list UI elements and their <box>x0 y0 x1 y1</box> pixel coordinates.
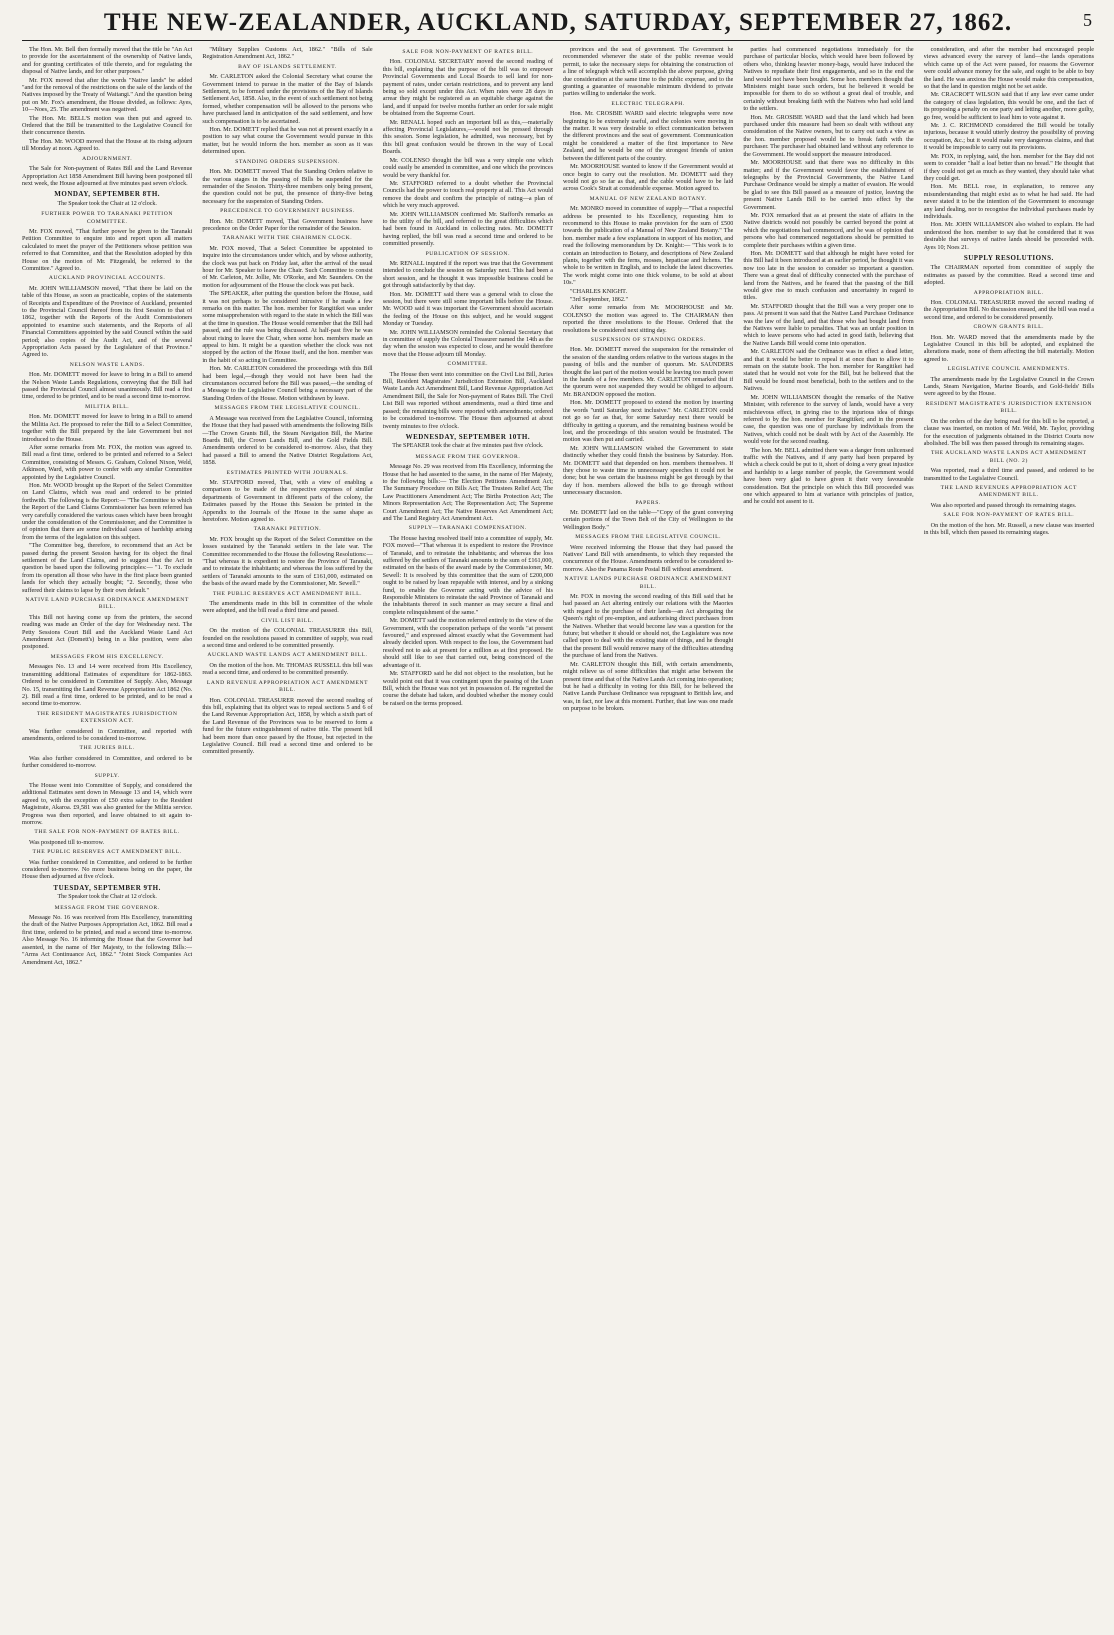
masthead <box>22 6 1094 41</box>
section-heading: LEGISLATIVE COUNCIL AMENDMENTS. <box>947 366 1070 373</box>
day-heading: WEDNESDAY, SEPTEMBER 10TH. <box>405 432 531 441</box>
section-heading: SUPPLY. <box>94 772 120 779</box>
section-heading: MESSAGE FROM THE GOVERNOR. <box>54 904 160 911</box>
page-title: THE NEW-ZEALANDER, AUCKLAND, SATURDAY, SEPTEMBER 27, 1862. <box>103 9 1013 36</box>
section-heading: ESTIMATES PRINTED WITH JOURNALS. <box>226 469 349 476</box>
section-heading: SUSPENSION OF STANDING ORDERS. <box>590 337 706 344</box>
section-heading: ELECTRIC TELEGRAPH. <box>611 100 685 107</box>
column-3: SALE FOR NON-PAYMENT OF RATES BILL. Hon. COLONIAL SECRETARY moved the second reading of this bill, explaining that the purpose of the bill was to empower Provincial Governments and Local Boards to sell land for non-payment of rates, under certain restrictions, and to prevent any land being so sold except under this Act. When rates were 28 days in arrear they might be registered as an equitable charge against the land, and if unpaid for twelve months further an order for sale might be obtained from the Supreme Court. Mr. RENALL hoped such an important bill as this,—materially affecting Provincial Legislatures,—would not be pressed through this session. Some legislation, he admitted, was necessary, but by this bill great confusion would be thrown in the way of Local Boards. Mr. COLENSO thought the bill was a very simple one which could easily be amended in committee, and one which the provinces would be very thankful for. Mr. STAFFORD referred to a doubt whether the Provincial Councils had the power to touch real property at all. This Act would remove the doubt and confirm the principle of rating—a plan of which he very much approved. Mr. JOHN WILLIAMSON confirmed Mr. Stafford's remarks as to the utility of the bill, and referred to the great difficulties which had been found in Auckland in collecting rates. Mr. DOMETT having replied, the bill was read a second time and ordered to be committed presently. PUBLICATION OF SESSION. Mr. RENALL inquired if the report was true that the Government intended to conclude the session on Saturday next. This had been a short session, and he thought it was impossible business could be got through satisfactorily by that day. Hon. Mr. DOMETT said there was a general wish to close the session, but there were still some important bills before the House. Mr. WOOD said it was important the Government should ascertain the feeling of the House on this subject, and he would suggest Monday or Tuesday. Mr. JOHN WILLIAMSON reminded the Colonial Secretary that in committee of supply the Colonial Treasurer named the 14th as the day when the session was expected to close, and he would therefore move that the House adjourn till Monday. COMMITTEE. The House then went into committee on the Civil List Bill, Juries Bill, Resident Magistrates' Jurisdiction Extension Bill, Auckland Waste Lands Act Amendment Bill, Land Revenue Appropriation Act Amendment Bill, the Sale for Non-payment of Rates Bill. The Civil List Bill was reported without amendments, read a third time and passed; the remaining bills were reported with amendments; ordered to be considered to-morrow. The House then adjourned at about twenty minutes to five o'clock. WEDNESDAY, SEPTEMBER 10TH. The SPEAKER took the chair at five minutes past five o'clock. MESSAGE FROM THE GOVERNOR. Message No. 29 was received from His Excellency, informing the House that he had assented to the same, in the name of Her Majesty, to the following bills:— The Election Petitions Amendment Act; The Summary Procedure on Bills Act; The Trustees Relief Act; The Law Practitioners Amendment Act; The Births Protection Act; The Minors Representation Act; The Representation Act; The Supreme Court Amendment Act; The Native Reserves Act Amendment Act; and The Land Registry Act Amendment Act. SUPPLY—TARANAKI COMPENSATION. The House having resolved itself into a committee of supply, Mr. FOX moved—"That whereas it is expedient to restore the Province of Taranaki, and to reinstate the inhabitants; and whereas the loss suffered by the settlers of Taranaki amounts to the sum of £161,000, estimated on the basis of the award made by the Commissioner, Mr. Sewell: It is resolved by this committee that the sum of £200,000 ought to be raised by loan repayable with interest, and by a sinking fund, to enable the Governor acting with the advice of his Responsible Ministers to reinstate the said Province of Taranaki and the inhabitants thereof in such manner as may secure a final and complete relinquishment of the same." Mr. DOMETT said the motion referred entirely to the view of the Government, with the cooperation perhaps of the words "at present favoured," and expressed almost exactly what the Government had already decided upon. With respect to the loss, the Government had resolved not to ask at present for a million as at first proposed. He should still like to see that carried out, being convinced of the advantage of it. Mr. STAFFORD said he did not object to the resolution, but he would point out that it was contingent upon the passing of the Loan Bill, which the House was not yet in possession of. He regretted the course the debate had taken, and doubted whether the money could be raised on the terms proposed. <box>383 46 553 1626</box>
section-heading: THE SALE FOR NON-PAYMENT OF RATES BILL. <box>34 829 180 836</box>
day-heading: MONDAY, SEPTEMBER 8TH. <box>54 190 161 199</box>
section-heading: SALE FOR NON-PAYMENT OF RATES BILL. <box>943 512 1075 519</box>
section-heading: MESSAGES FROM HIS EXCELLENCY. <box>50 653 164 660</box>
section-heading: MESSAGES FROM THE LEGISLATIVE COUNCIL. <box>214 405 361 412</box>
section-heading: NELSON WASTE LANDS. <box>69 361 145 368</box>
section-heading: PUBLICATION OF SESSION. <box>425 250 511 257</box>
section-heading: AUCKLAND PROVINCIAL ACCOUNTS. <box>48 275 166 282</box>
section-heading: BAY OF ISLANDS SETTLEMENT. <box>238 63 337 70</box>
section-heading: THE JURIES BILL. <box>79 745 135 752</box>
section-heading: RESIDENT MAGISTRATE'S JURISDICTION EXTENSION BILL. <box>925 400 1092 415</box>
signature: "CHARLES KNIGHT. <box>569 287 628 295</box>
section-heading: TARANAKI WITH THE CHAIRMEN CLOCK. <box>222 235 353 242</box>
signature-date: "3rd September, 1862." <box>569 296 629 303</box>
section-heading: CIVIL LIST BILL. <box>261 617 314 624</box>
section-heading: SUPPLY RESOLUTIONS. <box>963 253 1054 262</box>
column-6: consideration, and after the member had encouraged people views advanced every the survey of land—the lands operations which came up of the Act were passed, for reasons the Governor were could advance money for the sale, and ought to be able to buy the land. He was anxious the House would make this compensation, so that the land in question might not be set aside. Mr. CRACROFT WILSON said that if any law ever came under the category of class legislation, this would be one, and the fact of its proposing a penalty on one party and letting another, more guilty, go free, would be sufficient to lead him to vote against it. Mr. J. C. RICHMOND considered the Bill would be totally injurious, because it would utterly destroy the possibility of proving occupation, &c.; but it would make very dangerous claims, and that it would be impossible to carry out its provisions. Mr. FOX, in replying, said, the hon. member for the Bay did not seem to consider "half a loaf better than no bread." He thought that if they could not get as much as they wanted, they should take what they could get. Hon. Mr. BELL rose, in explanation, to remove any misunderstanding that might exist as to what he had said. He had never stated it to be the intention of the Government to encourage any land dealing, nor to recognise the individual purchases made by individuals. Hon. Mr. JOHN WILLIAMSON also wished to explain. He had understood the hon. member to say that he considered that it was desirable that surveys of native lands should be proceeded with. Ayes 10; Noes 21. SUPPLY RESOLUTIONS. The CHAIRMAN reported from committee of supply the estimates as passed by the committee. Read a second time and adopted. APPROPRIATION BILL. Hon. COLONIAL TREASURER moved the second reading of the Appropriation Bill. No discussion ensued, and the bill was read a second time, and ordered to be considered presently. CROWN GRANTS BILL. Hon. Mr. WARD moved that the amendments made by the Legislative Council in this bill be adopted, and explained the alterations made, none of them affecting the bill materially. Motion agreed to. LEGISLATIVE COUNCIL AMENDMENTS. The amendments made by the Legislative Council in the Crown Lands, Steam Navigation, Marine Boards, and Gold-fields' Bills were agreed to by the House. RESIDENT MAGISTRATE'S JURISDICTION EXTENSION BILL. On the orders of the day being read for this bill to be reported, a clause was inserted, on motion of Mr. Weld, Mr. Taylor, providing for the execution of judgments obtained in the District Courts now abolished. The bill was then passed through its remaining stages. THE AUCKLAND WASTE LANDS ACT AMENDMENT BILL (NO. 2) Was reported, read a third time and passed, and ordered to be transmitted to the Legislative Council. THE LAND REVENUES APPROPRIATION ACT AMENDMENT BILL. Was also reported and passed through its remaining stages. SALE FOR NON-PAYMENT OF RATES BILL. On the motion of the hon. Mr. Russell, a new clause was inserted in this bill, which then passed its remaining stages. <box>924 46 1094 1626</box>
column-2: "Military Supplies Customs Act, 1862." "Bills of Sale Registration Amendment Act, 1862." BAY OF ISLANDS SETTLEMENT. Mr. CARLETON asked the Colonial Secretary what course the Government intend to pursue in the matter of the Bay of Islands Settlement, to be formed under the provisions of the Bay of Islands Settlement Act, 1858. Also, in the event of such settlement not being formed, whether compensation will be allowed to the persons who have purchased land in anticipation of the said settlement, and how such compensation is to be ascertained. Hon. Mr. DOMETT replied that he was not at present exactly in a position to say what course the Government would pursue in this matter, but he would inform the hon. member as soon as it was determined upon. STANDING ORDERS SUSPENSION. Hon. Mr. DOMETT moved That the Standing Orders relative to the various stages in the passing of Bills be suspended for the remainder of the Session. Thirty-three members only being present, the question could not be put, the presence of thirty-five being necessary for the suspension of Standing Orders. PRECEDENCE TO GOVERNMENT BUSINESS. Hon. Mr. DOMETT moved, That Government business have precedence on the Order Paper for the remainder of the Session. TARANAKI WITH THE CHAIRMEN CLOCK. Mr. FOX moved, That a Select Committee be appointed to inquire into the circumstances under which, and by whose authority, the clock was put back on Friday last, after the arrival of the usual hour for Mr. Speaker to leave the Chair. Such Committee to consist of Mr. Carleton, Mr. Jollie, Mr. O'Rorke, and Mr. Saunders. On the motion for adjournment of the House the clock was put back. The SPEAKER, after putting the question before the House, said it was not perhaps to be considered intrusive if he made a few remarks on this matter. The hon. member for Rangitikei was under some misapprehension with regard to the state in which the Bill was at the time in question. The House would remember that the Bill had passed, and the rule was being discussed. At half-past five he was about rising to leave the Chair, when some hon. members made an appeal to him. It might be a question whether the clock was not stopped by the action of the House itself, and the hon. member was in the habit of so acting in Committee. Hon. Mr. CARLETON considered the proceedings with this Bill had been legal,—though they would not have been had the circumstances occurred before the Bill was passed,—the sending of a Message to the Legislative Council being a necessary part of the Standing Orders of the House. Motion withdrawn by leave. MESSAGES FROM THE LEGISLATIVE COUNCIL. A Message was received from the Legislative Council, informing the House that they had passed with amendments the following Bills—The Crown Grants Bill, the Steam Navigation Bill, the Marine Boards Bill, the Crown Lands Bill, and the Gold Fields Bill. Amendments ordered to be considered to-morrow. Also, that they had passed a Bill to amend the Native District Regulations Act, 1858. ESTIMATES PRINTED WITH JOURNALS. Mr. STAFFORD moved, That, with a view of enabling a comparison to be made of the respective expenses of similar departments of Government in different parts of the colony, the Estimates passed by the House this Session be printed in the Appendix to the Journals of the House in the same shape as heretofore. Motion agreed to. TARANAKI PETITION. Mr. FOX brought up the Report of the Select Committee on the losses sustained by the Taranaki settlers in the late war. The Committee recommended to the House the following Resolutions:— "That whereas it is expedient to restore the Province of Taranaki, and to reinstate the inhabitants; and whereas the loss suffered by the settlers of Taranaki amounts to the sum of £161,000, estimated on the basis of the award made by the Commissioner, Mr. Sewell." THE PUBLIC RESERVES ACT AMENDMENT BILL. The amendments made in this bill in committee of the whole were adopted, and the bill read a third time and passed. CIVIL LIST BILL. On the motion of the COLONIAL TREASURER this Bill, founded on the resolutions passed in committee of supply, was read a second time and ordered to be committed presently. AUCKLAND WASTE LANDS ACT AMENDMENT BILL. On the motion of the hon. Mr. THOMAS RUSSELL this bill was read a second time, and ordered to be committed presently. LAND REVENUE APPROPRIATION ACT AMENDMENT BILL. Hon. COLONIAL TREASURER moved the second reading of this bill, explaining that its object was to repeal sections 5 and 6 of the Land Revenue Appropriation Act, 1858, by which a sixth part of the Land Revenue of the Provinces was to be reserved to form a fund for the future extinguishment of native title. The present bill had been more than once passed by the House, but rejected in the Legislative Council. Bill read a second time and ordered to be committed presently. <box>202 46 372 1626</box>
section-heading: TARANAKI PETITION. <box>253 526 322 533</box>
section-heading: STANDING ORDERS SUSPENSION. <box>235 158 340 165</box>
newspaper-page <box>22 6 1094 1626</box>
section-heading: THE PUBLIC RESERVES ACT AMENDMENT BILL. <box>32 849 182 856</box>
section-heading: MESSAGES FROM THE LEGISLATIVE COUNCIL. <box>575 534 722 541</box>
section-heading: THE AUCKLAND WASTE LANDS ACT AMENDMENT BILL (NO. 2) <box>930 450 1087 464</box>
column-1: The Hon. Mr. Bell then formally moved that the title be "An Act to provide for the ascertainment of the ownership of Native lands, and for granting certificates of title thereto, and for regulating the disposal of Native lands, and for other purposes." Mr. FOX moved that after the words "Native lands" be added "and for the removal of the restrictions on the sale of the lands of the Natives imposed by the Treaty of Waitangi." And the question being put on Mr. Fox's amendment, the House divided, as follows: Ayes, 10—Noes, 25. The amendment was negatived. The Hon. Mr. BELL'S motion was then put and agreed to. Ordered that the Bill be transmitted to the Legislative Council for their concurrence therein. The Hon. Mr. WOOD moved that the House at its rising adjourn till Monday at noon. Agreed to. ADJOURNMENT. The Sale for Non-payment of Rates Bill and the Land Revenue Appropriation Act 1858 Amendment Bill having been postponed till next week, the House adjourned at five minutes past seven o'clock. MONDAY, SEPTEMBER 8TH. The Speaker took the Chair at 12 o'clock. FURTHER POWER TO TARANAKI PETITION COMMITTEE. Mr. FOX moved, "That further power be given to the Taranaki Petition Committee to enquire into and report upon all matters calculated to meet the prayer of the Petitioners whose petition was referred to that Committee, and that the Resolution adopted by this House on the motion of Mr. Fitzgerald, be referred to the Committee." Agreed to. AUCKLAND PROVINCIAL ACCOUNTS. Mr. JOHN WILLIAMSON moved, "That there be laid on the table of this House, as soon as practicable, copies of the statements of Receipts and Expenditure of the Province of Auckland, presented to the Provincial Council thereof from its first Session to that of 1862, together with the Reports of the Audit Commissioners appointed to examine such statements, and the Reports of all Financial Committees appointed by the said Council within the said period; also copies of the Audit Act, and of the several Appropriation Acts passed by the Legislature of that Province." Agreed to. NELSON WASTE LANDS. Hon. Mr. DOMETT moved for leave to bring in a Bill to amend the Nelson Waste Lands Regulations, conveying that the Bill had passed the Provincial Council almost unanimously. Bill read a first time, ordered to be printed, and to be read a second time to-morrow. MILITIA BILL. Hon. Mr. DOMETT moved for leave to bring in a Bill to amend the Militia Act. He proposed to refer the Bill to a Select Committee, together with the Bill prepared by the late Government but not introduced to the House. After some remarks from Mr. FOX, the motion was agreed to. Bill read a first time, ordered to be printed and referred to a Select Committee, consisting of Messrs. G. Graham, Colonel Nixon, Weld, Atkinson, Ward, with power to confer with any similar Committee appointed by the Legislative Council. Hon. Mr. WOOD brought up the Report of the Select Committee on Land Claims, which was read and ordered to be printed forthwith. The following is the Report:— "The Committee to which the Report of the Land Claims Commissioner has been referred has very carefully considered the various cases which have been brought under the consideration of the Commissioner, and the Committee is of opinion that there are some individual cases of hardship arising from the terms of the legislation on this subject. "The Committee beg, therefore, to recommend that an Act be passed during the present Session having for its object the final settlement of the Land Claims, and to suggest that the Act in question be based upon the following principles:— "1. To exclude from its operation all those who have in the first place been granted lands for which they actually bought; "2. Secondly, those who suffered their claims to lapse by their own default." NATIVE LAND PURCHASE ORDINANCE AMENDMENT BILL. This Bill not having come up from the printers, the second reading was made an Order of the day for Wednesday next. The Petty Sessions Court Bill and the Auckland Waste Land Act Amendment Act (Domett's) being in a like position, were also postponed. MESSAGES FROM HIS EXCELLENCY. Messages No. 13 and 14 were received from His Excellency, transmitting additional Estimates of expenditure for 1862-1863. Ordered to be considered in Committee of Supply. Also, Message No. 15, transmitting the Land Revenue Appropriation Act 1862 (No. 2). Bill read a first time, ordered to be printed, and to be read a second time to-morrow. THE RESIDENT MAGISTRATES JURISDICTION EXTENSION ACT. Was further considered in Committee, and reported with amendments, ordered to be considered to-morrow. THE JURIES BILL. Was also further considered in Committee, and ordered to be further considered to-morrow. SUPPLY. The House went into Committee of Supply, and considered the additional Estimates sent down in Message 13 and 14, which were agreed to, with the exception of £50 extra salary to the Resident Magistrate, Akaroa. £9,581 was also granted for the Militia service. Progress was then reported, and leave obtained to sit again to-morrow. THE SALE FOR NON-PAYMENT OF RATES BILL. Was postponed till to-morrow. THE PUBLIC RESERVES ACT AMENDMENT BILL. Was further considered in Committee, and ordered to be further considered to-morrow. No more business being on the paper, the House then adjourned at five o'clock. TUESDAY, SEPTEMBER 9TH. The Speaker took the Chair at 12 o'clock. MESSAGE FROM THE GOVERNOR. Message No. 16 was received from His Excellency, transmitting the draft of the Native Purposes Appropriation Act, 1862. Bill read a first time, ordered to be printed, and read a second time to-morrow. Also Message No. 16 informing the House that the Governor had assented, in the name of Her Majesty, to the following Bills:— "Arms Act Continuance Act, 1862." "Joint Stock Companies Act Amendment Act, 1862." <box>22 46 193 966</box>
section-heading: THE RESIDENT MAGISTRATES JURISDICTION EXTENSION ACT. <box>36 710 178 725</box>
section-heading: NATIVE LAND PURCHASE ORDINANCE AMENDMENT BILL. <box>25 597 189 611</box>
section-heading: FURTHER POWER TO TARANAKI PETITION COMMITTEE. <box>41 211 174 225</box>
page-number: 5 <box>1083 10 1092 30</box>
section-heading: MANUAL OF NEW ZEALAND BOTANY. <box>589 195 707 202</box>
section-heading: MESSAGE FROM THE GOVERNOR. <box>415 453 521 460</box>
section-heading: COMMITTEE. <box>447 361 489 368</box>
section-heading: THE PUBLIC RESERVES ACT AMENDMENT BILL. <box>212 590 363 597</box>
section-heading: NATIVE LANDS PURCHASE ORDINANCE AMENDMENT BILL. <box>564 576 732 590</box>
section-heading: APPROPRIATION BILL. <box>973 289 1044 296</box>
section-heading: AUCKLAND WASTE LANDS ACT AMENDMENT BILL. <box>207 652 368 659</box>
section-heading: SALE FOR NON-PAYMENT OF RATES BILL. <box>402 49 534 55</box>
day-heading: TUESDAY, SEPTEMBER 9TH. <box>53 883 161 892</box>
section-heading: CROWN GRANTS BILL. <box>973 324 1045 331</box>
section-heading: ADJOURNMENT. <box>82 155 133 162</box>
section-heading: MILITIA BILL. <box>85 403 130 410</box>
section-heading: THE LAND REVENUES APPROPRIATION ACT AMENDMENT BILL. <box>940 484 1077 499</box>
columns <box>22 46 1094 1626</box>
section-heading: SUPPLY—TARANAKI COMPENSATION. <box>408 525 527 532</box>
section-heading: PAPERS. <box>635 499 661 506</box>
section-heading: LAND REVENUE APPROPRIATION ACT AMENDMENT BILL. <box>206 679 369 694</box>
column-5: parties had commenced negotiations immediately for the purchase of particular blocks, which would have been followed by others who, thinking heavier money-bags, would have induced the Natives to repudiate their first engagements, and so in the end the land would not have been bought. Some hon. members thought that Ministers might issue such orders, but he believed it would be impossible for them to do so without a great deal of trouble, and certainly without breaking faith with the Natives who had sold land to the settlers. Hon. Mr. GROSBIE WARD said that the land which had been purchased under this measure had been so dealt with without any consideration of the Native owners, but to carry out such a view as the hon. member proposed would be to break faith with the purchaser. The purchaser had obtained land without any reference to the Government. He would support the measure introduced. Mr. MOORHOUSE said that there was no difficulty in this matter; and if the Government would favor the establishment of telegraphs by the Provincial Governments, the Native Land Purchase Ordinance would be simply a matter of evasion. He would be glad to see this Bill passed as a measure of justice, leaving the present Native Lands Bill to be carried into effect by the Government. Mr. FOX remarked that as at present the state of affairs in the Native districts would not possibly be carried beyond the point at which the negotiations had commenced, and he was of opinion that persons who had commenced negotiations should be permitted to complete their purchases within a given time. Hon. Mr. DOMETT said that although he might have voted for this Bill had it been introduced at an earlier period, he thought it was now too late in the session to consider so important a question. There was a great deal of difficulty connected with the purchase of land from the Natives, and he feared that the passing of the Bill would give rise to much confusion and uncertainty in regard to titles. Mr. STAFFORD thought that the Bill was a very proper one to pass. At present it was said that the Native Land Purchase Ordinance was the law of the land, and that those who had bought land from the Natives were liable to penalties. That was an unfair position in which to leave persons who had acted in good faith, believing that the Native Lands Bill would come into operation. Mr. CARLETON said the Ordinance was in effect a dead letter, and that it would be better to repeal it at once than to allow it to remain on the statute book. The hon. member for Rangitikei had stated that he would not vote for the Bill, but he believed that the Bill would be found most beneficial, both to the settlers and to the Natives. Mr. JOHN WILLIAMSON thought the remarks of the Native Minister, with reference to the survey of lands, would have a very mischievous effect, in giving rise to the injurious idea of things referred to by the hon. member for Rangitikei; and in the present case, the question was one of purchase by individuals from the Natives, which could not be dealt with by Act of the Assembly. He would vote for the second reading. The hon. Mr. BELL admitted there was a danger from unlicensed traffic with the Natives, and if any party had been prepared by which a check could be put to it, short of doing a very great injustice and hardship to a large number of people, the Government would have been very glad to have given it their very favourable consideration. But the principle on which this Bill proceeded was one which appeared to him at variance with principles of justice, and he could not assent to it. <box>743 46 913 1626</box>
section-heading: PRECEDENCE TO GOVERNMENT BUSINESS. <box>220 208 355 215</box>
column-4: provinces and the seat of government. The Government he recommended whenever the state of the public revenue would permit, to take the necessary steps for obtaining the construction of a line of telegraph which will accomplish the above purpose, giving due consideration at the same time to the public expense, and to the granting a guarantee of reasonable minimum dividend to private parties willing to undertake the work. ELECTRIC TELEGRAPH. Hon. Mr. CROSBIE WARD said electric telegraphs were now beginning to be extremely useful, and the colonies were moving in the matter. It was very desirable to effect communication between the different provinces and the seat of government. Communication might be considered a matter of the first importance to New Zealand, and he would be one of the strongest friends of union between the different parts of the country. Mr. MOORHOUSE wanted to know if the Government would at once begin to carry out the resolution. Mr. DOMETT said they would not go so far as that, and the cable would have to be laid across Cook's Strait at considerable expense. Motion agreed to. MANUAL OF NEW ZEALAND BOTANY. Mr. MONRO moved in committee of supply—"That a respectful address be presented to his Excellency, requesting him to recommend to this House to make provision for the sum of £500 towards the publication of a Manual of New Zealand Botany." The hon. member made a few explanations in support of his motion, and read the following memorandum by Dr. Knight:— "This work is to contain an introduction to Botany, and descriptions of New Zealand plants, together with the ferns, mosses, hepaticae and lichens. The whole to be written in English, and to include the latest discoveries. The work might come into one thick volume, to be sold at about 10s." "CHARLES KNIGHT. "3rd September, 1862." After some remarks from Mr. MOORHOUSE and Mr. COLENSO the motion was agreed to. The CHAIRMAN then reported the three resolutions to the House. Ordered that the resolutions be considered next sitting day. SUSPENSION OF STANDING ORDERS. Hon. Mr. DOMETT moved the suspension for the remainder of the session of the standing orders relative to the various stages in the passing of bills and the number of quorum. Mr. SAUNDERS thought the last part of the motion would be leaving too much power in the hands of a few members. Mr. CARLETON remarked that if the quorum were not suspended they would be obliged to adjourn. Mr. BRANDON opposed the motion. Hon. Mr. DOMETT proposed to extend the motion by inserting the words "until Saturday next inclusive." Mr. CARLETON could not go so far as that, for some Saturday next there would be difficulty in getting a quorum, and the remaining business would be lost, and the proceedings of this session would be frustrated. The motion was then put and carried. Mr. JOHN WILLIAMSON wished the Government to state distinctly whether they could finish the business by Saturday. Hon. Mr. DOMETT said that depended on hon. members themselves. If they chose to waste time in unnecessary speeches it could not be done; but he was certain the business might be got through by that day if hon. members allowed the bills to go through without unnecessary discussion. PAPERS. Mr. DOMETT laid on the table—"Copy of the grant conveying certain portions of the Town Belt of the City of Wellington to the Wellington Body." MESSAGES FROM THE LEGISLATIVE COUNCIL. Were received informing the House that they had passed the Natives' Land Bill with amendments, to which they requested the concurrence of the House. Amendments ordered to be considered to-morrow. Also the Panama Route Postal Bill without amendment. NATIVE LANDS PURCHASE ORDINANCE AMENDMENT BILL. Mr. FOX in moving the second reading of this Bill said that he had passed an Act altering entirely our relations with the Maories with regard to the purchase of their lands—an Act abrogating the Queen's right of pre-emption, and authorising direct purchases from the Natives. Whether that would become law was a question for the future; but whether it should or should not, the Legislature was now called upon to deal with the existing state of things, and he thought that the present Bill would remove many of the difficulties attending the purchase of land from the Natives. Mr. CARLETON thought this Bill, with certain amendments, might relieve us of some difficulties that might arise between the present time and that of the Native Lands Act coming into operation; but he had a difficulty in voting for this Bill, for he believed the Native Lands Purchase Ordinance was repugnant to British law, and was, in fact, nor law at this moment. Further, that law was one made on purpose to be broken. <box>563 46 733 1626</box>
